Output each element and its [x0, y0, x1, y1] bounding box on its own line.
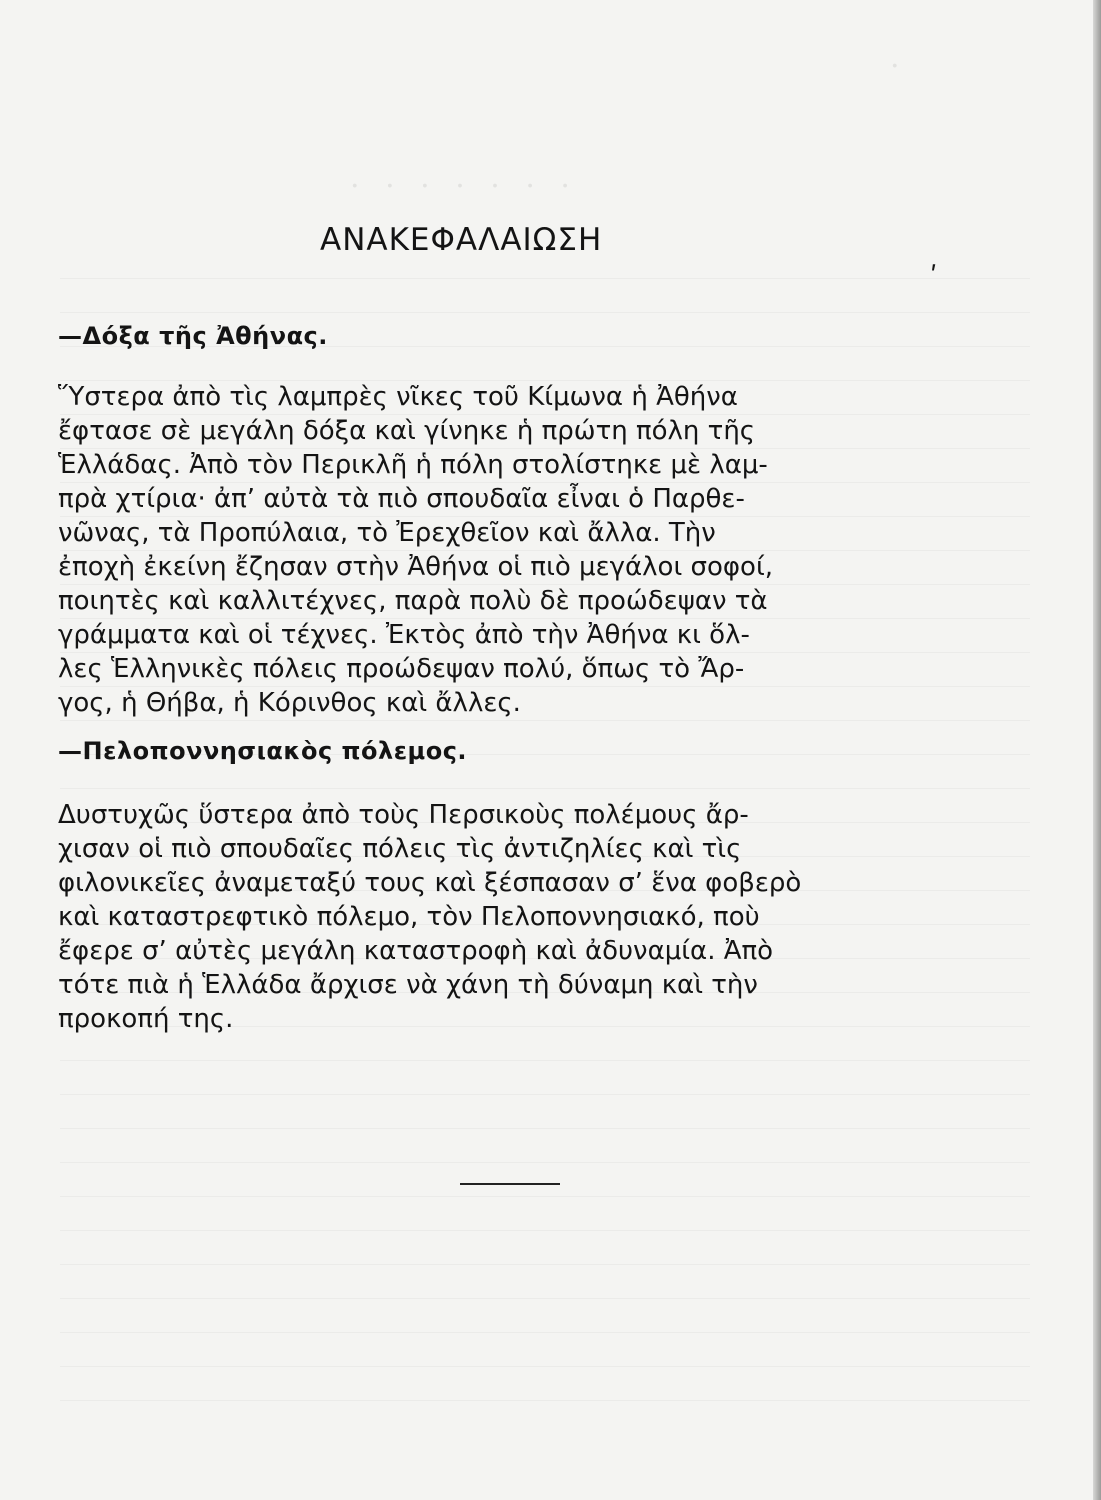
text-line: ἐποχὴ ἐκείνη ἔζησαν στὴν Ἀθήνα οἱ πιὸ μεγάλοι σοφοί, [58, 552, 774, 582]
text-line: προκοπή της. [58, 1004, 234, 1034]
text-line: Δυστυχῶς ὕστερα ἀπὸ τοὺς Περσικοὺς πολέμους ἄρ- [58, 800, 749, 830]
paragraph-peloponnesian-war [58, 798, 1058, 1036]
text-line: πρὰ χτίρια· ἀπ’ αὐτὰ τὰ πιὸ σπουδαῖα εἶναι ὁ Παρθε- [58, 484, 745, 514]
text-line: ποιητὲς καὶ καλλιτέχνες, παρὰ πολὺ δὲ προώδεψαν τὰ [58, 586, 768, 616]
text-line: ἔφτασε σὲ μεγάλη δόξα καὶ γίνηκε ἡ πρώτη πόλη τῆς [58, 416, 756, 446]
text-line: χισαν οἱ πιὸ σπουδαῖες πόλεις τὶς ἀντιζηλίες καὶ τὶς [58, 834, 742, 864]
page-title: ΑΝΑΚΕΦΑΛΑΙΩΣΗ [320, 222, 603, 258]
end-divider [460, 1183, 560, 1185]
text-line: Ἑλλάδας. Ἀπὸ τὸν Περικλῆ ἡ πόλη στολίστηκε μὲ λαμ- [58, 450, 768, 480]
bleed-through-text: · · · · · · · · [60, 40, 1040, 1460]
text-line: φιλονικεῖες ἀναμεταξύ τους καὶ ξέσπασαν σ’ ἕνα φοβερὸ [58, 868, 802, 898]
text-line: λες Ἑλληνικὲς πόλεις προώδεψαν πολύ, ὅπως τὸ Ἄρ- [58, 654, 745, 684]
section-heading-glory-of-athens: —Δόξα τῆς Ἀθήνας. [58, 322, 328, 350]
text-line: νῶνας, τὰ Προπύλαια, τὸ Ἐρεχθεῖον καὶ ἄλλα. Τὴν [58, 518, 716, 548]
text-line: Ὕστερα ἀπὸ τὶς λαμπρὲς νῖκες τοῦ Κίμωνα ἡ Ἀθήνα [58, 382, 738, 412]
text-line: καὶ καταστρεφτικὸ πόλεμο, τὸν Πελοποννησιακό, ποὺ [58, 902, 760, 932]
text-line: τότε πιὰ ἡ Ἑλλάδα ἄρχισε νὰ χάνη τὴ δύναμη καὶ τὴν [58, 970, 758, 1000]
text-line: γος, ἡ Θήβα, ἡ Κόρινθος καὶ ἄλλες. [58, 688, 521, 718]
text-line: γράμματα καὶ οἱ τέχνες. Ἐκτὸς ἀπὸ τὴν Ἀθήνα κι ὅλ- [58, 620, 750, 650]
accent-mark: ʹ [930, 262, 938, 292]
paragraph-glory-of-athens [58, 380, 1058, 720]
section-heading-peloponnesian-war: —Πελοποννησιακὸς πόλεμος. [58, 737, 468, 765]
text-line: ἔφερε σ’ αὐτὲς μεγάλη καταστροφὴ καὶ ἀδυναμία. Ἀπὸ [58, 936, 774, 966]
